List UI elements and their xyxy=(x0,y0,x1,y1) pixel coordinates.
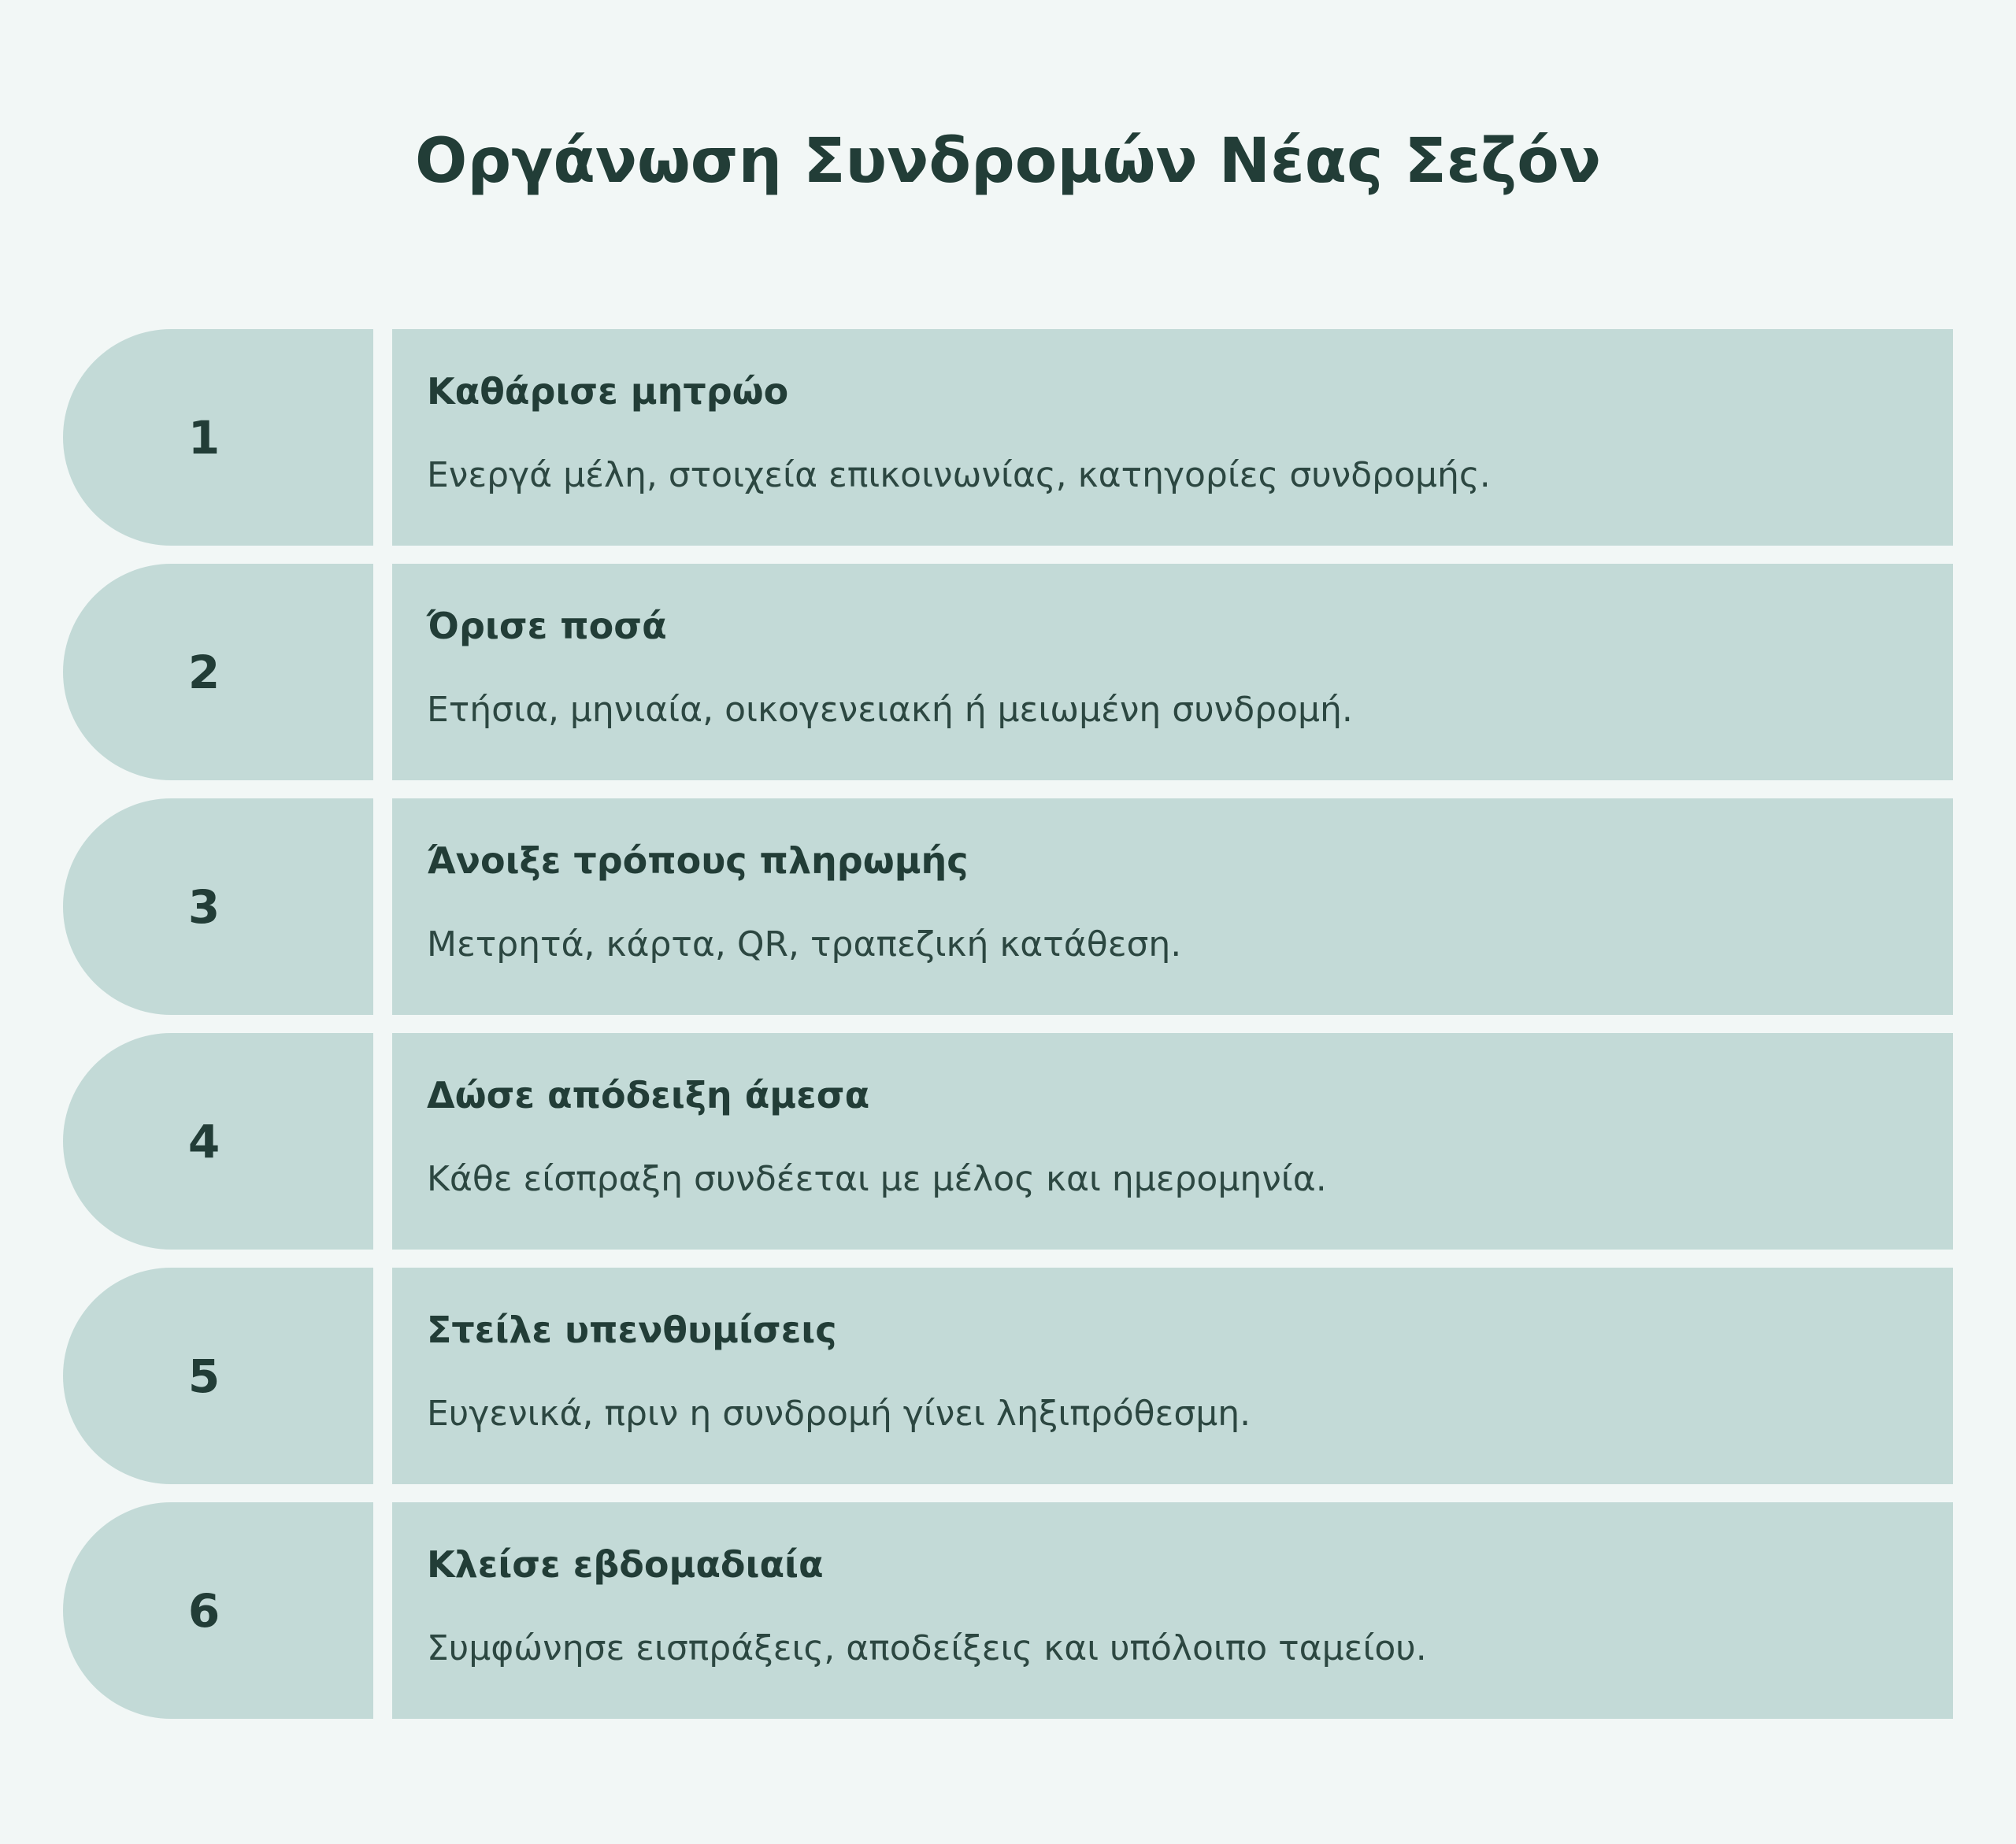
step-row xyxy=(63,329,1953,546)
step-row xyxy=(63,1268,1953,1484)
step-number: 2 xyxy=(187,645,220,699)
step-number-badge xyxy=(63,1268,373,1484)
step-description: Ευγενικά, πριν η συνδρομή γίνει ληξιπρόθεσμη. xyxy=(427,1394,1251,1434)
step-description: Κάθε είσπραξη συνδέεται με μέλος και ημερομηνία. xyxy=(427,1159,1327,1199)
step-title: Όρισε ποσά xyxy=(427,605,667,647)
step-number-badge xyxy=(63,1033,373,1250)
step-row xyxy=(63,564,1953,780)
step-content xyxy=(392,1502,1953,1719)
step-content xyxy=(392,798,1953,1015)
step-description: Συμφώνησε εισπράξεις, αποδείξεις και υπόλοιπο ταμείου. xyxy=(427,1628,1427,1668)
step-title: Στείλε υπενθυμίσεις xyxy=(427,1309,837,1351)
step-number: 6 xyxy=(187,1583,220,1638)
step-number-badge xyxy=(63,329,373,546)
step-description: Ετήσια, μηνιαία, οικογενειακή ή μειωμένη συνδρομή. xyxy=(427,690,1353,730)
step-content xyxy=(392,1033,1953,1250)
step-number-badge xyxy=(63,1502,373,1719)
step-content xyxy=(392,1268,1953,1484)
step-description: Μετρητά, κάρτα, QR, τραπεζική κατάθεση. xyxy=(427,924,1182,965)
step-row xyxy=(63,1502,1953,1719)
step-title: Δώσε απόδειξη άμεσα xyxy=(427,1074,870,1116)
step-row xyxy=(63,1033,1953,1250)
step-number: 4 xyxy=(187,1114,220,1168)
step-number-badge xyxy=(63,564,373,780)
step-title: Κλείσε εβδομαδιαία xyxy=(427,1543,824,1586)
steps-list xyxy=(63,329,1953,1737)
step-number: 5 xyxy=(187,1349,220,1403)
step-content xyxy=(392,564,1953,780)
step-title: Καθάρισε μητρώο xyxy=(427,370,789,413)
step-content xyxy=(392,329,1953,546)
step-row xyxy=(63,798,1953,1015)
step-number-badge xyxy=(63,798,373,1015)
step-number: 3 xyxy=(187,879,220,934)
step-number: 1 xyxy=(187,410,220,465)
page-title: Οργάνωση Συνδρομών Νέας Σεζόν xyxy=(415,126,1601,197)
step-description: Ενεργά μέλη, στοιχεία επικοινωνίας, κατηγορίες συνδρομής. xyxy=(427,455,1491,495)
step-title: Άνοιξε τρόπους πληρωμής xyxy=(427,839,969,882)
